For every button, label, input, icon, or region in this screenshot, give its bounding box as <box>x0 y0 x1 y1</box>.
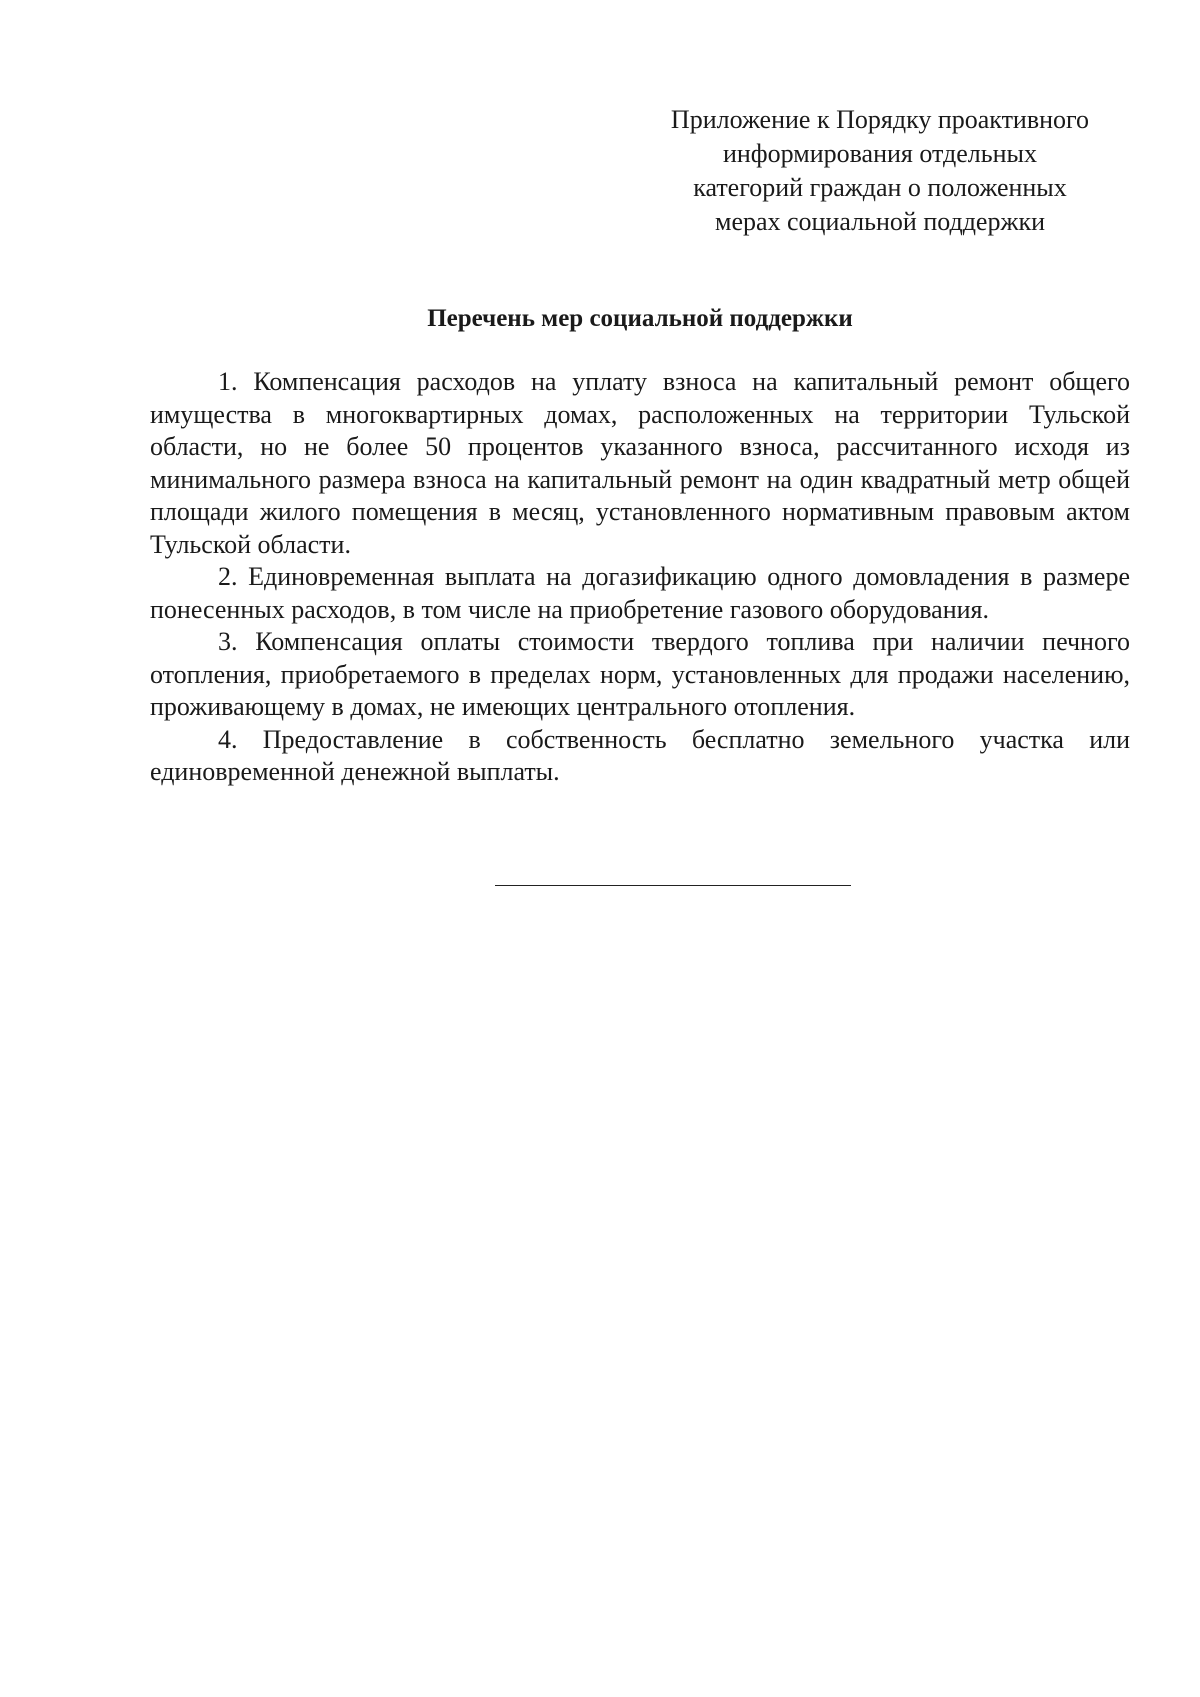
appendix-note <box>640 103 1120 239</box>
measure-item: 3. Компенсация оплаты стоимости твердого топлива при наличии печного отопления, приобретаемого в пределах норм, установленных для продажи населению, проживающему в домах, не имеющих центрального отопления. <box>150 627 1130 721</box>
appendix-note-line: мерах социальной поддержки <box>714 207 1045 236</box>
closing-divider <box>495 885 851 886</box>
measure-item: 2. Единовременная выплата на догазификацию одного домовладения в размере понесенных расходов, в том числе на приобретение газового оборудования. <box>150 562 1130 624</box>
document-title: Перечень мер социальной поддержки <box>427 305 853 332</box>
measure-item: 4. Предоставление в собственность бесплатно земельного участка или единовременной денежной выплаты. <box>150 724 1130 786</box>
appendix-note-line: категорий граждан о положенных <box>693 173 1067 202</box>
measure-item: 1. Компенсация расходов на уплату взноса на капитальный ремонт общего имущества в многоквартирных домах, расположенных на территории Тульской области, но не более 50 процентов указанного взноса, рассчитанного исходя из минимального размера взноса на капитальный ремонт на один квадратный метр общей площади жилого помещения в месяц, установленного нормативным правовым актом Тульской области. <box>150 367 1130 559</box>
measures-list <box>150 366 1130 789</box>
appendix-note-line: информирования отдельных <box>722 139 1038 168</box>
appendix-note-line: Приложение к Порядку проактивного <box>670 105 1090 134</box>
